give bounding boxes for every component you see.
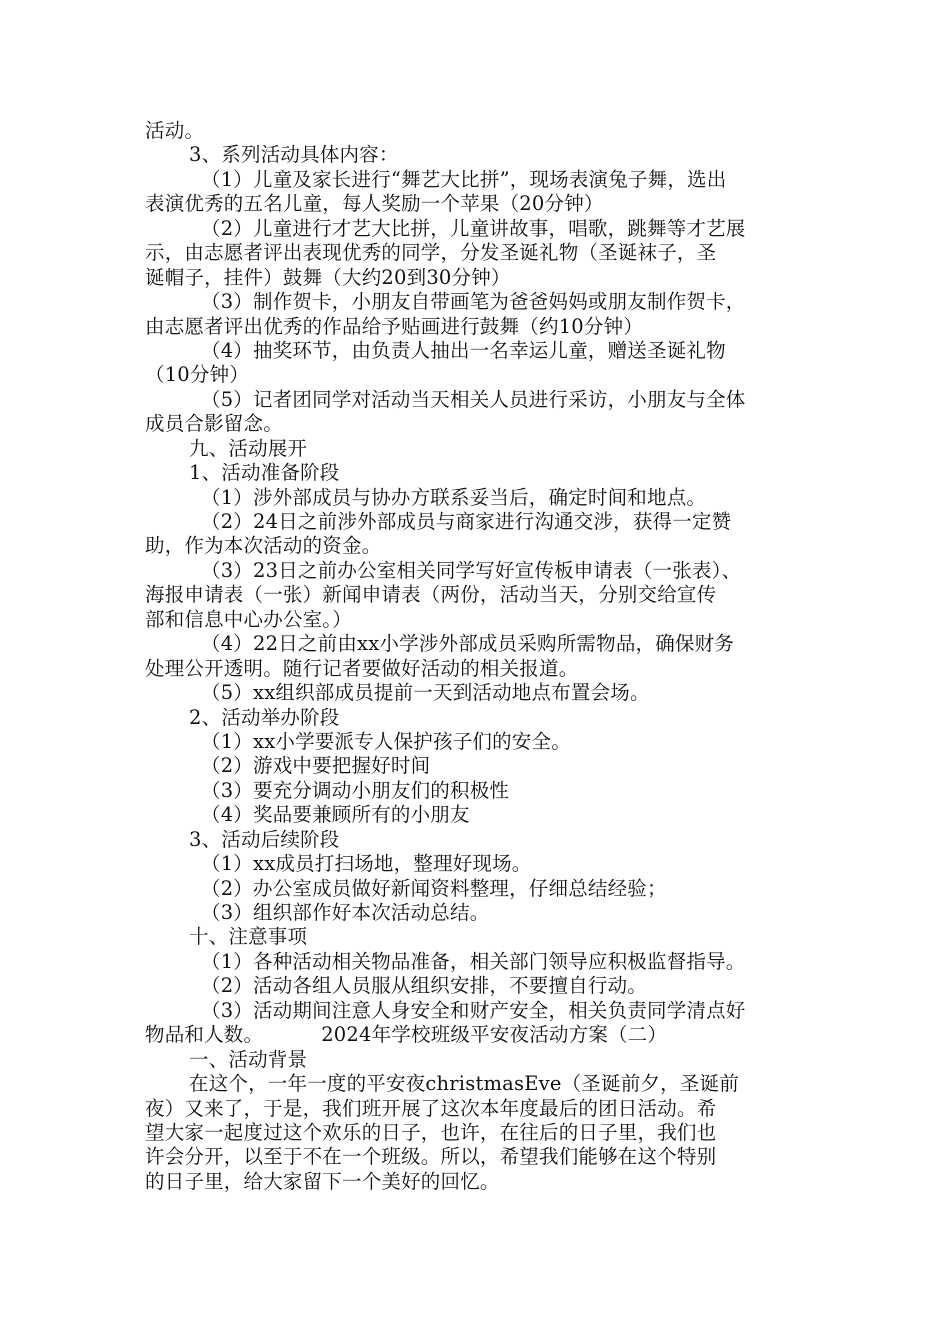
text-line: 望大家一起度过这个欢乐的日子，也许，在往后的日子里，我们也 [145,1120,717,1144]
section-heading: 十、注意事项 [189,925,308,949]
text-line: 助，作为本次活动的资金。 [145,534,382,558]
text-line: （2）活动各组人员服从组织安排，不要擅自行动。 [201,974,648,998]
subsection-heading: 1、活动准备阶段 [189,461,340,485]
text-line: （3）组织部作好本次活动总结。 [201,901,490,924]
text-line: （1）xx成员打扫场地，整理好现场。 [201,852,532,876]
text-line-with-title [145,1023,813,1047]
text-line: 处理公开透明。随行记者要做好活动的相关报道。 [145,656,579,680]
text-line: （10分钟） [145,363,250,387]
text-line: （2）24日之前涉外部成员与商家进行沟通交涉，获得一定赞 [201,510,732,533]
text-line: 部和信息中心办公室。） [145,607,352,631]
section-heading: 一、活动背景 [189,1047,308,1071]
document-body [145,119,813,1194]
text-fragment: 物品和人数。 [145,1023,264,1047]
document-title: 2024年学校班级平安夜活动方案（二） [321,1023,668,1047]
subsection-heading: 3、活动后续阶段 [189,827,340,851]
text-line: （3）23日之前办公室相关同学写好宣传板申请表（一张表）、 [201,558,742,582]
text-line: （2）游戏中要把握好时间 [201,754,431,778]
text-line: （3）活动期间注意人身安全和财产安全，相关负责同学清点好 [201,998,746,1022]
text-line: 表演优秀的五名儿童，每人奖励一个苹果（20分钟） [145,192,604,216]
text-line: （1）xx小学要派专人保护孩子们的安全。 [201,729,571,753]
text-line: 成员合影留念。 [145,412,283,436]
section-heading: 九、活动展开 [189,436,308,460]
text-line: （5）记者团同学对活动当天相关人员进行采访，小朋友与全体 [201,387,746,411]
subsection-heading: 2、活动举办阶段 [189,705,340,729]
text-line: 许会分开，以至于不在一个班级。所以，希望我们能够在这个特别 [145,1145,717,1169]
text-line: 海报申请表（一张）新闻申请表（两份，活动当天，分别交给宣传 [145,583,717,607]
text-line: 由志愿者评出优秀的作品给予贴画进行鼓舞（约10分钟） [145,314,644,338]
text-line: 活动。 [145,119,205,142]
text-line: 诞帽子，挂件）鼓舞（大约20到30分钟） [145,265,511,289]
text-line: （4）奖品要兼顾所有的小朋友 [201,803,470,827]
text-line: 夜）又来了，于是，我们班开展了这次本年度最后的团日活动。希 [145,1096,717,1120]
text-line: （1）涉外部成员与协办方联系妥当后，确定时间和地点。 [201,485,707,509]
text-line: （1）儿童及家长进行“舞艺大比拼”，现场表演兔子舞，选出 [201,167,727,191]
text-line: （1）各种活动相关物品准备，相关部门领导应积极监督指导。 [201,949,746,973]
text-line: （2）办公室成员做好新闻资料整理，仔细总结经验； [201,876,667,900]
text-line: （4）22日之前由xx小学涉外部成员采购所需物品，确保财务 [201,632,735,656]
text-line: （3）要充分调动小朋友们的积极性 [201,778,510,802]
text-line: 的日子里，给大家留下一个美好的回忆。 [145,1169,500,1193]
text-line: 3、系列活动具体内容： [189,143,399,167]
text-line: （5）xx组织部成员提前一天到活动地点布置会场。 [201,681,650,705]
text-line: 在这个，一年一度的平安夜christmasEve（圣诞前夕，圣诞前 [189,1072,739,1096]
text-line: （3）制作贺卡，小朋友自带画笔为爸爸妈妈或朋友制作贺卡， [201,290,746,314]
text-line: 示，由志愿者评出表现优秀的同学，分发圣诞礼物（圣诞袜子，圣 [145,241,717,265]
text-line: （4）抽奖环节，由负责人抽出一名幸运儿童，赠送圣诞礼物 [201,338,726,362]
text-line: （2）儿童进行才艺大比拼，儿童讲故事，唱歌，跳舞等才艺展 [201,216,746,240]
